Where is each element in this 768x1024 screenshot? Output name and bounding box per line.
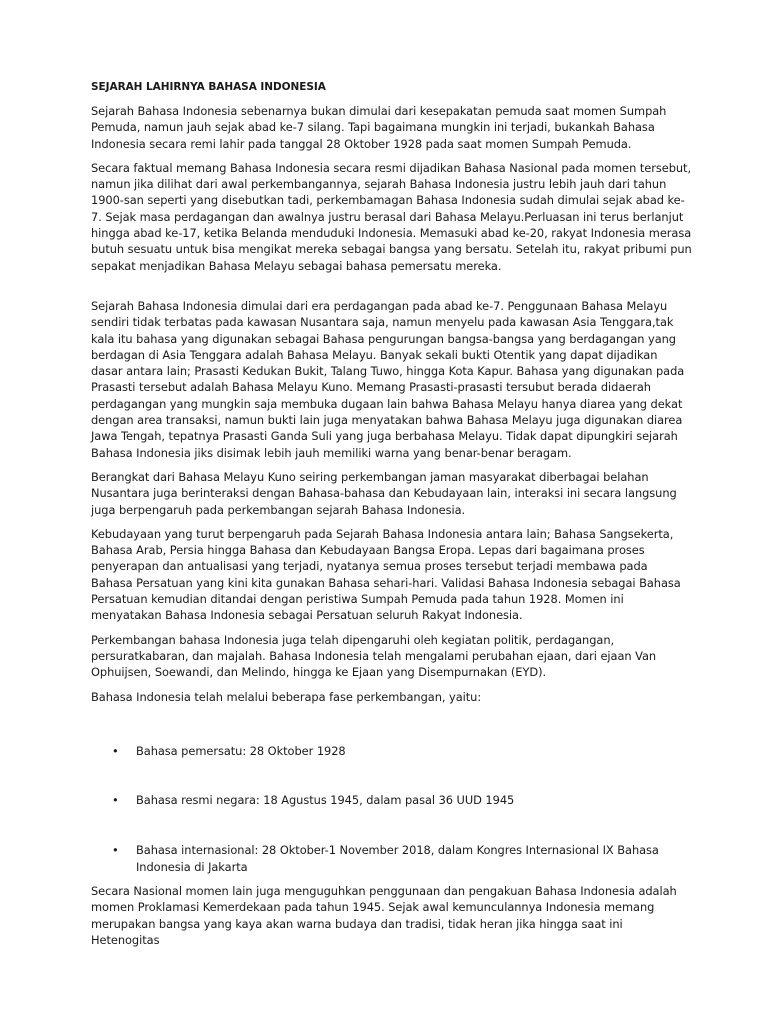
list-item bbox=[91, 842, 692, 875]
list-item bbox=[91, 792, 692, 808]
bullet-icon: • bbox=[112, 793, 119, 808]
paragraph-factual: Secara faktual memang Bahasa Indonesia secara resmi dijadikan Bahasa Nasional pada momen tersebut, namun jika dilihat dari awal perkembangannya, sejarah Bahasa Indonesia justru lebih jauh dari tahun 1900-san seperti yang disebutkan tadi, perkembamagan Bahasa Indonesia sudah dimulai sejak abad ke-7. Sejak masa perdagangan dan awalnya justru berasal dari Bahasa Melayu.Perluasan ini terus berlanjut hingga abad ke-17, ketika Belanda menduduki Indonesia. Memasuki abad ke-20, rakyat Indonesia merasa butuh sesuatu untuk bisa mengikat mereka sebagai bangsa yang bersatu. Setelah itu, rakyat pribumi pun sepakat menjadikan Bahasa Melayu sebagai bahasa pemersatu mereka. bbox=[91, 160, 692, 273]
paragraph-phases-intro: Bahasa Indonesia telah melalui beberapa fase perkembangan, yaitu: bbox=[91, 689, 482, 704]
list-item bbox=[91, 743, 692, 759]
list-item-text: Bahasa resmi negara: 18 Agustus 1945, dalam pasal 36 UUD 1945 bbox=[136, 793, 515, 808]
list-item-text: Bahasa pemersatu: 28 Oktober 1928 bbox=[136, 743, 346, 758]
paragraph-national-moment: Secara Nasional momen lain juga menguguhkan penggunaan dan pengakuan Bahasa Indonesia adalah momen Proklamasi Kemerdekaan pada tahun 1945. Sejak awal kemunculannya Indonesia memang merupakan bangsa yang kaya akan warna budaya dan tradisi, tidak heran jika hingga saat ini Hetenogitas bbox=[91, 883, 677, 947]
blank-line bbox=[91, 282, 692, 298]
bullet-icon: • bbox=[112, 843, 119, 858]
phases-list bbox=[91, 743, 692, 875]
paragraph-trade-era: Sejarah Bahasa Indonesia dimulai dari era perdagangan pada abad ke-7. Penggunaan Bahasa Melayu sendiri tidak terbatas pada kawasan Nusantara saja, namun menyelu pada kawasan Asia Tenggara,tak kala itu bahasa yang digunakan sebagai Bahasa pengurungan bangsa-bangsa yang berdagangan yang berdagan di Asia Tenggara adalah Bahasa Melayu. Banyak sekali bukti Otentik yang dapat dijadikan dasar antara lain; Prasasti Kedukan Bukit, Talang Tuwo, hingga Kota Kapur. Bahasa yang digunakan pada Prasasti tersebut adalah Bahasa Melayu Kuno. Memang Prasasti-prasasti tersubut berada didaerah perdagangan yang mungkin saja membuka dugaan lain bahwa Bahasa Melayu hanya diarea yang dekat dengan area transaksi, namun bukti lain juga menyatakan bahwa Bahasa Melayu juga digunakan diarea Jawa Tengah, tepatnya Prasasti Ganda Suli yang juga berbahasa Melayu. Tidak dapat dipungkiri sejarah Bahasa Indonesia jiks disimak lebih jauh memiliki warna yang benar-benar beragam. bbox=[91, 298, 685, 460]
bullet-icon: • bbox=[112, 743, 119, 758]
paragraph-old-malay: Berangkat dari Bahasa Melayu Kuno seiring perkembangan jaman masyarakat diberbagai belahan Nusantara juga berinteraksi dengan Bahasa-bahasa dan Kebudayaan lain, interaksi ini secara langsung juga berpengaruh pada perkembangan sejarah Bahasa Indonesia. bbox=[91, 469, 677, 517]
list-item-text: Bahasa internasional: 28 Oktober-1 November 2018, dalam Kongres Internasional IX Bahasa Indonesia di Jakarta bbox=[136, 843, 659, 874]
paragraph-cultural-influence: Kebudayaan yang turut berpengaruh pada Sejarah Bahasa Indonesia antara lain; Bahasa Sangsekerta, Bahasa Arab, Persia hingga Bahasa dan Kebudayaan Bangsa Eropa. Lepas dari bagaimana proses penyerapan dan antualisasi yang terjadi, nyatanya semua proses tersebut terjadi membawa pada Bahasa Persatuan yang kini kita gunakan Bahasa sehari-hari. Validasi Bahasa Indonesia sebagai Bahasa Persatuan kemudian ditandai dengan peristiwa Sumpah Pemuda pada tahun 1928. Momen ini menyatakan Bahasa Indonesia sebagai Persatuan seluruh Rakyat Indonesia. bbox=[91, 526, 681, 623]
paragraph-intro: Sejarah Bahasa Indonesia sebenarnya bukan dimulai dari kesepakatan pemuda saat momen Sumpah Pemuda, namun jauh sejak abad ke-7 silang. Tapi bagaimana mungkin ini terjadi, bukankah Bahasa Indonesia secara remi lahir pada tanggal 28 Oktober 1928 pada saat momen Sumpah Pemuda. bbox=[91, 104, 667, 151]
paragraph-spelling-development: Perkembangan bahasa Indonesia juga telah dipengaruhi oleh kegiatan politik, perdagangan, persuratkabaran, dan majalah. Bahasa Indonesia telah mengalami perubahan ejaan, dari ejaan Van Ophuijsen, Soewandi, dan Melindo, hingga ke Ejaan yang Disempurnakan (EYD). bbox=[91, 632, 657, 680]
document-title: SEJARAH LAHIRNYA BAHASA INDONESIA bbox=[91, 81, 326, 93]
